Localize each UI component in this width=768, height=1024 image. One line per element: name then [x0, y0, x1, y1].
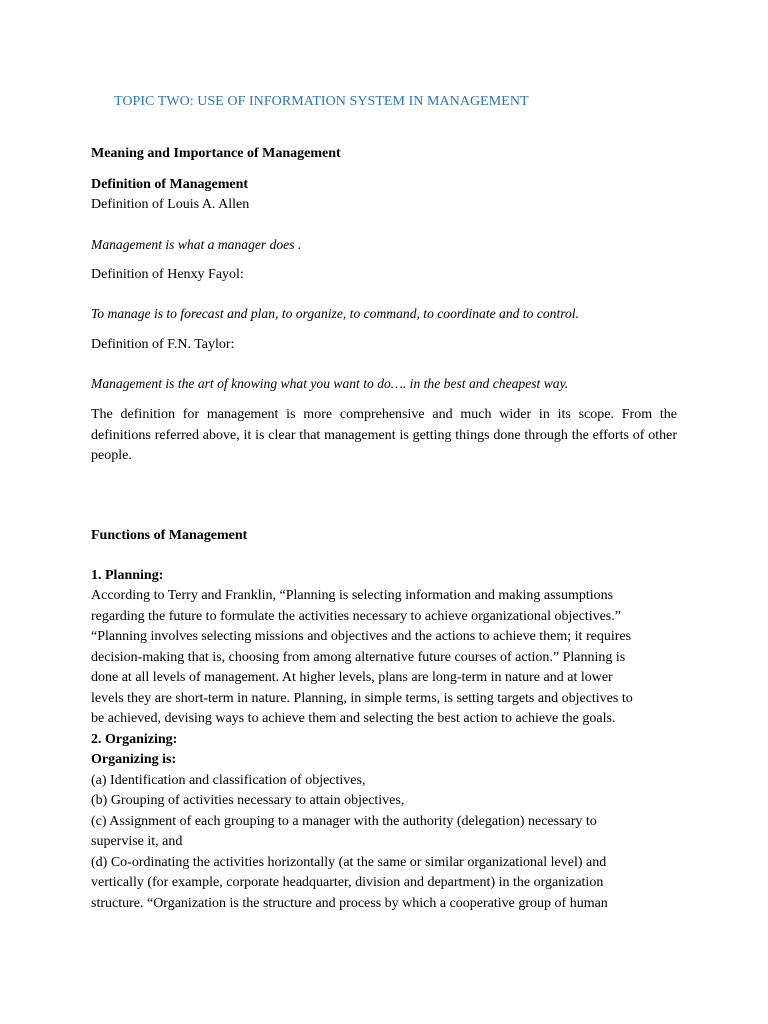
definition-allen-label: Definition of Louis A. Allen	[91, 197, 250, 212]
definition-fayol-quote: To manage is to forecast and plan, to organize, to command, to coordinate and to control.	[91, 306, 579, 321]
organizing-line: (b) Grouping of activities necessary to attain objectives,	[91, 793, 405, 808]
planning-line: levels they are short-term in nature. Planning, in simple terms, is setting targets and objectives to	[91, 691, 633, 706]
document-title: TOPIC TWO: USE OF INFORMATION SYSTEM IN MANAGEMENT	[114, 94, 529, 109]
organizing-line: vertically (for example, corporate headquarter, division and department) in the organization	[91, 875, 604, 890]
section-heading-meaning: Meaning and Importance of Management	[91, 146, 341, 161]
planning-line: decision-making that is, choosing from among alternative future courses of action.” Planning is	[91, 650, 626, 665]
subheading-definition: Definition of Management	[91, 177, 249, 192]
organizing-heading: 2. Organizing:	[91, 732, 178, 747]
definition-allen-quote: Management is what a manager does .	[91, 237, 302, 252]
organizing-line: supervise it, and	[91, 834, 183, 849]
organizing-subheading: Organizing is:	[91, 752, 177, 767]
planning-line: “Planning involves selecting missions and objectives and the actions to achieve them; it requires	[91, 629, 632, 644]
summary-paragraph: The definition for management is more comprehensive and much wider in its scope. From the definitions referred above, it is clear that management is getting things done through the efforts of other people.	[91, 407, 677, 463]
section-heading-functions: Functions of Management	[91, 528, 248, 543]
definition-taylor-quote: Management is the art of knowing what you want to do…. in the best and cheapest way.	[91, 376, 569, 391]
planning-line: According to Terry and Franklin, “Planning is selecting information and making assumptions	[91, 588, 614, 603]
organizing-line: (a) Identification and classification of objectives,	[91, 773, 366, 788]
organizing-line: structure. “Organization is the structure and process by which a cooperative group of human	[91, 896, 608, 911]
definition-fayol-label: Definition of Henxy Fayol:	[91, 267, 244, 282]
planning-heading: 1. Planning:	[91, 568, 164, 583]
planning-line: done at all levels of management. At higher levels, plans are long-term in nature and at lower	[91, 670, 613, 685]
organizing-line: (d) Co-ordinating the activities horizontally (at the same or similar organizational level) and	[91, 855, 607, 870]
planning-line: regarding the future to formulate the activities necessary to achieve organizational objectives.”	[91, 609, 621, 624]
planning-line: be achieved, devising ways to achieve them and selecting the best action to achieve the goals.	[91, 711, 616, 726]
definition-taylor-label: Definition of F.N. Taylor:	[91, 337, 235, 352]
organizing-line: (c) Assignment of each grouping to a manager with the authority (delegation) necessary to	[91, 814, 597, 829]
